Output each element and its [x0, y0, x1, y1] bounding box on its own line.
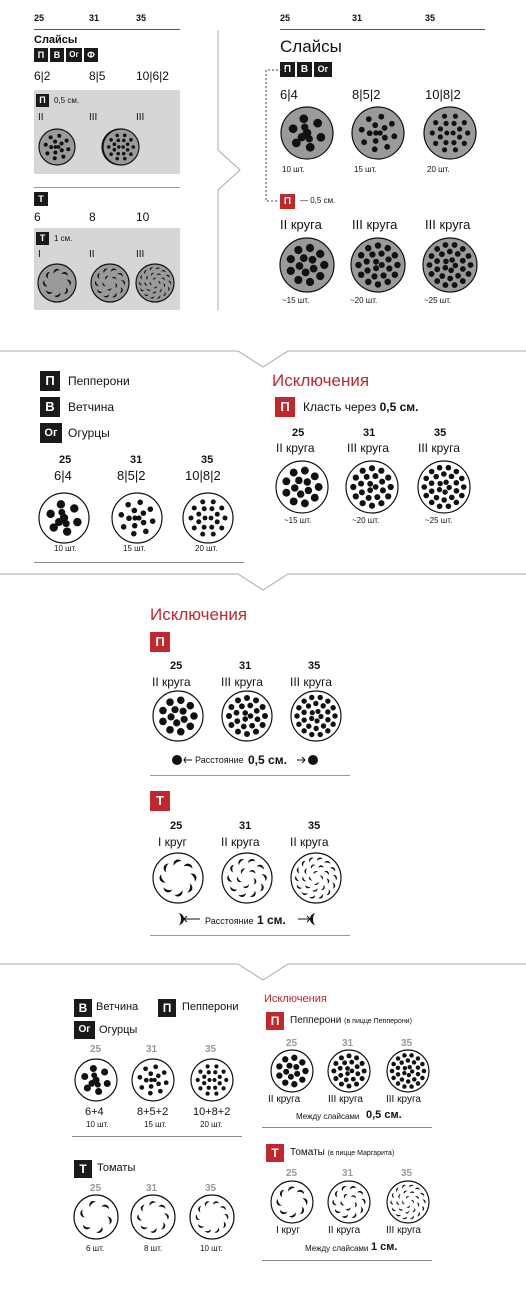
distance-value: 0,5 см. [366, 1109, 402, 1121]
pepperoni-slice [344, 1077, 349, 1082]
pepperoni-slice [90, 1065, 97, 1072]
size-label: 25 [170, 660, 183, 672]
pepperoni-slice [338, 1073, 343, 1078]
pepperoni-slice [391, 1076, 396, 1081]
spacing-note: 1 см. [54, 234, 73, 243]
pepperoni-slice [409, 1053, 414, 1058]
pepperoni-slice [291, 1081, 297, 1087]
pepperoni-slice [302, 1068, 308, 1074]
distance-label: Между слайсами [296, 1112, 360, 1121]
pepperoni-slice [282, 1079, 288, 1085]
pizza-31 [328, 1050, 370, 1092]
pepperoni-slice [342, 1060, 347, 1065]
badge-f: Ф [84, 48, 98, 62]
badge-ham: В [40, 397, 60, 417]
pepperoni-slice [91, 1072, 97, 1078]
size-label: 35 [201, 454, 214, 466]
tomato-pizza-31 [328, 1181, 370, 1223]
pepperoni-slice [400, 1077, 405, 1082]
exceptions-title: Исключения [150, 605, 248, 624]
tomato-pizza-25 [74, 1195, 118, 1239]
pepperoni-slice [156, 1074, 161, 1079]
legend-label: Огурцы [68, 426, 110, 440]
ring-label: III круга [418, 441, 460, 455]
ring-label: III [136, 112, 145, 123]
pepperoni-slice [349, 1060, 354, 1065]
ring-label: I [38, 249, 41, 260]
pepperoni-slice [299, 1076, 305, 1082]
pepperoni-slice [153, 1064, 158, 1069]
pepperoni-slice [149, 1078, 153, 1082]
size-label: 35 [136, 13, 147, 23]
pizza-base [74, 1195, 118, 1239]
badge-pepperoni-exception: П [280, 194, 295, 209]
size-label: 25 [170, 820, 183, 832]
tomato-pizza-25 [271, 1181, 313, 1223]
pepperoni-slice [339, 1055, 344, 1060]
size-label: 31 [342, 1168, 354, 1179]
pepperoni-slice [396, 1081, 401, 1086]
pepperoni-slice [410, 1069, 414, 1073]
ring-label: I круг [276, 1225, 301, 1236]
size-label: 31 [130, 454, 143, 466]
pepperoni-slice [286, 1063, 292, 1069]
size-label: 31 [239, 820, 252, 832]
size-label: 31 [89, 13, 100, 23]
count-label: 6|4 [54, 468, 72, 483]
pepperoni-slice [95, 1088, 102, 1095]
count-label: 8|5|2 [352, 87, 381, 102]
pepperoni-slice [205, 1091, 209, 1095]
size-label: 25 [286, 1168, 298, 1179]
pepperoni-slice [403, 1066, 407, 1070]
legend-label: Ветчина [68, 400, 115, 414]
piece-count: ~20 шт. [352, 516, 380, 525]
pepperoni-slice [416, 1065, 421, 1070]
legend-label: Томаты [97, 1162, 136, 1174]
badge-ham: В [74, 999, 92, 1017]
pepperoni-slice [299, 1059, 305, 1065]
size-label: 35 [401, 1168, 413, 1179]
pepperoni-slice [346, 1053, 351, 1058]
size-label: 35 [308, 660, 321, 672]
ring-label: III круга [425, 217, 471, 232]
badge-pepperoni: П [36, 94, 49, 107]
badge-cucumber: Ог [314, 62, 332, 77]
pepperoni-slice [148, 1091, 153, 1096]
badge-cucumber: Ог [40, 423, 62, 443]
pepperoni-slice [276, 1063, 282, 1069]
size-label: 31 [352, 13, 363, 23]
pepperoni-slice [164, 1080, 169, 1085]
pepperoni-slice [355, 1071, 360, 1076]
pepperoni-slice [346, 1084, 351, 1089]
pepperoni-slice [345, 1066, 350, 1071]
pepperoni-slice [360, 1076, 365, 1081]
ring-label: III [89, 112, 98, 123]
pepperoni-slice [137, 1075, 142, 1080]
ring-label: III круга [352, 217, 398, 232]
exception-note: (в пицце Пепперони) [344, 1018, 412, 1025]
pepperoni-slice [416, 1056, 421, 1061]
pepperoni-slice [156, 1081, 161, 1086]
pepperoni-slice [294, 1071, 300, 1077]
rule-value: 0,5 см. [379, 400, 419, 414]
piece-count: 15 шт. [354, 165, 377, 174]
pepperoni-slice [149, 1084, 154, 1089]
pepperoni-slice [338, 1066, 343, 1071]
distance-value: 1 см. [257, 913, 286, 927]
size-label: 31 [239, 660, 252, 672]
badge-tomato-exception: Т [266, 1144, 284, 1162]
pepperoni-slice [412, 1077, 417, 1082]
piece-count: ~20 шт. [350, 296, 378, 305]
piece-count: 6 шт. [86, 1244, 105, 1253]
size-label: 31 [342, 1038, 354, 1049]
count-label: 6|2 [34, 69, 51, 83]
tomato-pizza-31 [131, 1195, 175, 1239]
pepperoni-slice [354, 1082, 359, 1087]
pepperoni-slice [162, 1070, 167, 1075]
badge-pepperoni: П [34, 48, 48, 62]
pepperoni-slice [409, 1084, 414, 1089]
pepperoni-slice [214, 1064, 218, 1068]
size-label: 35 [425, 13, 436, 23]
piece-count: 10 шт. [282, 165, 305, 174]
pizza-31 [132, 1059, 174, 1101]
pepperoni-slice [420, 1076, 425, 1081]
ring-label: III круга [386, 1225, 421, 1236]
pepperoni-slice [390, 1069, 395, 1074]
pepperoni-slice [402, 1053, 407, 1058]
pepperoni-slice [158, 1089, 163, 1094]
size-label: 25 [34, 13, 45, 23]
pepperoni-slice [396, 1056, 401, 1061]
pepperoni-slice [350, 1069, 355, 1074]
size-label: 31 [146, 1044, 158, 1055]
pepperoni-slice [288, 1074, 294, 1080]
count-label: 6 [34, 210, 41, 224]
pepperoni-slice [213, 1070, 217, 1074]
pepperoni-slice [139, 1085, 144, 1090]
exception-name: Томаты [290, 1147, 325, 1158]
pepperoni-slice [331, 1068, 336, 1073]
size-label: 31 [146, 1183, 158, 1194]
size-label: 35 [401, 1038, 413, 1049]
pizza-25 [75, 1059, 117, 1101]
ring-label: III круга [328, 1094, 363, 1105]
exception-name: Пепперони [290, 1015, 342, 1026]
spacing-note: 0,5 см. [54, 96, 80, 105]
pepperoni-slice [291, 1055, 297, 1061]
pepperoni-slice [207, 1078, 211, 1082]
pepperoni-slice [339, 1082, 344, 1087]
badge-cucumber: Ог [74, 1021, 95, 1039]
pepperoni-slice [221, 1070, 225, 1074]
pepperoni-slice [218, 1081, 222, 1085]
pepperoni-slice [391, 1062, 396, 1067]
exception-note: (в пицце Маргарита) [327, 1150, 395, 1157]
pepperoni-slice [276, 1072, 282, 1078]
badge-pepperoni-exception: П [150, 632, 170, 652]
pepperoni-slice [333, 1076, 338, 1081]
count-label: 8|5 [89, 69, 106, 83]
pepperoni-slice [213, 1078, 217, 1082]
badge-tomato: Т [36, 232, 49, 245]
pizza-base [328, 1181, 370, 1223]
pepperoni-slice [207, 1086, 211, 1090]
piece-count: ~25 шт. [425, 516, 453, 525]
ring-label: III круга [221, 675, 263, 689]
pepperoni-slice [412, 1060, 417, 1065]
ring-label: III круга [386, 1094, 421, 1105]
ring-label: III круга [347, 441, 389, 455]
piece-count: 20 шт. [200, 1120, 223, 1129]
count-label: 10|8|2 [425, 87, 461, 102]
pepperoni-slice [360, 1061, 365, 1066]
count-label: 10 [136, 210, 150, 224]
badge-tomato: Т [34, 192, 48, 206]
size-label: 25 [292, 427, 305, 439]
count-label: 10|8|2 [185, 468, 221, 483]
pepperoni-slice [402, 1084, 407, 1089]
distance-label: Между слайсами [305, 1244, 369, 1253]
pepperoni-slice [354, 1055, 359, 1060]
pizza-base [387, 1181, 429, 1223]
pepperoni-slice [396, 1066, 401, 1071]
ring-label: I круг [158, 835, 187, 849]
piece-count: 10 шт. [200, 1244, 223, 1253]
exceptions-title: Исключения [272, 371, 370, 390]
pepperoni-slice [422, 1069, 427, 1074]
size-label: 35 [205, 1183, 217, 1194]
badge-pepperoni-exception: П [266, 1012, 284, 1030]
size-label: 25 [59, 454, 72, 466]
sum-label: 10+8+2 [193, 1106, 231, 1118]
pepperoni-slice [406, 1079, 411, 1084]
count-label: 8 [89, 210, 96, 224]
size-label: 35 [308, 820, 321, 832]
pepperoni-slice [283, 1069, 289, 1075]
badge-pepperoni: П [40, 371, 60, 391]
pepperoni-slice [362, 1068, 367, 1073]
distance-value: 0,5 см. [248, 753, 287, 767]
pepperoni-slice [144, 1078, 149, 1083]
ring-label: II круга [328, 1225, 361, 1236]
pepperoni-slice [407, 1073, 411, 1077]
pepperoni-slice [196, 1078, 200, 1082]
distance-value: 1 см. [371, 1241, 398, 1253]
legend-label: Пепперони [68, 374, 130, 388]
pepperoni-slice [402, 1071, 406, 1075]
badge-pepperoni: П [158, 999, 176, 1017]
tomato-pizza-35 [190, 1195, 234, 1239]
size-label: 25 [90, 1183, 102, 1194]
sum-label: 6+4 [85, 1106, 104, 1118]
pepperoni-slice [88, 1080, 95, 1087]
ring-label: III [136, 249, 145, 260]
size-label: 31 [363, 427, 376, 439]
piece-count: ~15 шт. [282, 296, 310, 305]
pepperoni-slice [143, 1066, 148, 1071]
pepperoni-slice [408, 1065, 412, 1069]
pizza-25 [271, 1050, 313, 1092]
ring-label: II круга [221, 835, 260, 849]
pepperoni-slice [81, 1073, 88, 1080]
badge-tomato-exception: Т [150, 791, 170, 811]
legend-label: Ветчина [96, 1001, 139, 1013]
pepperoni-slice [355, 1064, 360, 1069]
piece-count: 20 шт. [195, 544, 218, 553]
pepperoni-slice [202, 1075, 206, 1079]
spacing-note: — 0,5 см. [300, 196, 336, 205]
piece-count: 15 шт. [123, 544, 146, 553]
exceptions-title: Исключения [264, 993, 327, 1005]
badge-ham: В [50, 48, 64, 62]
pepperoni-slice [202, 1081, 206, 1085]
pepperoni-slice [198, 1086, 202, 1090]
badge-tomato: Т [74, 1160, 92, 1178]
pepperoni-slice [104, 1080, 111, 1087]
pepperoni-slice [420, 1062, 425, 1067]
pepperoni-slice [207, 1070, 211, 1074]
size-label: 25 [90, 1044, 102, 1055]
pepperoni-slice [293, 1064, 299, 1070]
pepperoni-slice [396, 1072, 401, 1077]
legend-label: Пепперони [182, 1001, 239, 1013]
distance-label: Расстояние [195, 755, 244, 765]
badge-pepperoni: П [280, 62, 295, 77]
pepperoni-slice [224, 1078, 228, 1082]
pepperoni-slice [101, 1068, 108, 1075]
size-label: 25 [286, 1038, 298, 1049]
count-label: 6|4 [280, 87, 298, 102]
pepperoni-slice [214, 1091, 218, 1095]
ring-label: II [38, 112, 44, 123]
piece-count: 10 шт. [86, 1120, 109, 1129]
ring-label: II круга [290, 835, 329, 849]
pepperoni-slice [221, 1086, 225, 1090]
size-label: 25 [280, 13, 291, 23]
ring-label: II [89, 249, 95, 260]
count-label: 10|6|2 [136, 69, 169, 83]
piece-count: 10 шт. [54, 544, 77, 553]
tomato-pizza-35 [387, 1181, 429, 1223]
ring-label: II круга [280, 217, 322, 232]
pepperoni-slice [416, 1081, 421, 1086]
count-label: 8|5|2 [117, 468, 146, 483]
pepperoni-slice [345, 1071, 350, 1076]
pepperoni-slice [198, 1070, 202, 1074]
piece-count: 20 шт. [427, 165, 450, 174]
pepperoni-slice [148, 1071, 153, 1076]
sum-label: 8+5+2 [137, 1106, 169, 1118]
pepperoni-slice [399, 1060, 404, 1065]
pepperoni-slice [95, 1082, 101, 1088]
pepperoni-slice [218, 1075, 222, 1079]
badge-pepperoni-exception: П [275, 397, 295, 417]
pepperoni-slice [213, 1086, 217, 1090]
ring-label: III круга [290, 675, 332, 689]
section-title: Слайсы [34, 34, 78, 46]
piece-count: 15 шт. [144, 1120, 167, 1129]
pizza-35 [191, 1059, 233, 1101]
pepperoni-slice [205, 1064, 209, 1068]
size-label: 35 [205, 1044, 217, 1055]
piece-count: ~15 шт. [284, 516, 312, 525]
distance-label: Расстояние [205, 916, 254, 926]
pepperoni-slice [406, 1058, 411, 1063]
badge-ham: В [297, 62, 312, 77]
ring-label: II круга [152, 675, 191, 689]
section-title: Слайсы [280, 37, 342, 56]
ring-label: II круга [268, 1094, 301, 1105]
piece-count: 8 шт. [144, 1244, 163, 1253]
pepperoni-slice [416, 1072, 421, 1077]
pepperoni-slice [333, 1061, 338, 1066]
badge-cucumber: Ог [66, 48, 82, 62]
piece-count: ~25 шт. [424, 296, 452, 305]
size-label: 35 [434, 427, 447, 439]
pepperoni-slice [282, 1056, 288, 1062]
pizza-35 [387, 1050, 429, 1092]
pepperoni-slice [351, 1077, 356, 1082]
legend-label: Огурцы [99, 1024, 138, 1036]
ring-label: II круга [276, 441, 315, 455]
rule-text: Класть через [303, 400, 380, 414]
